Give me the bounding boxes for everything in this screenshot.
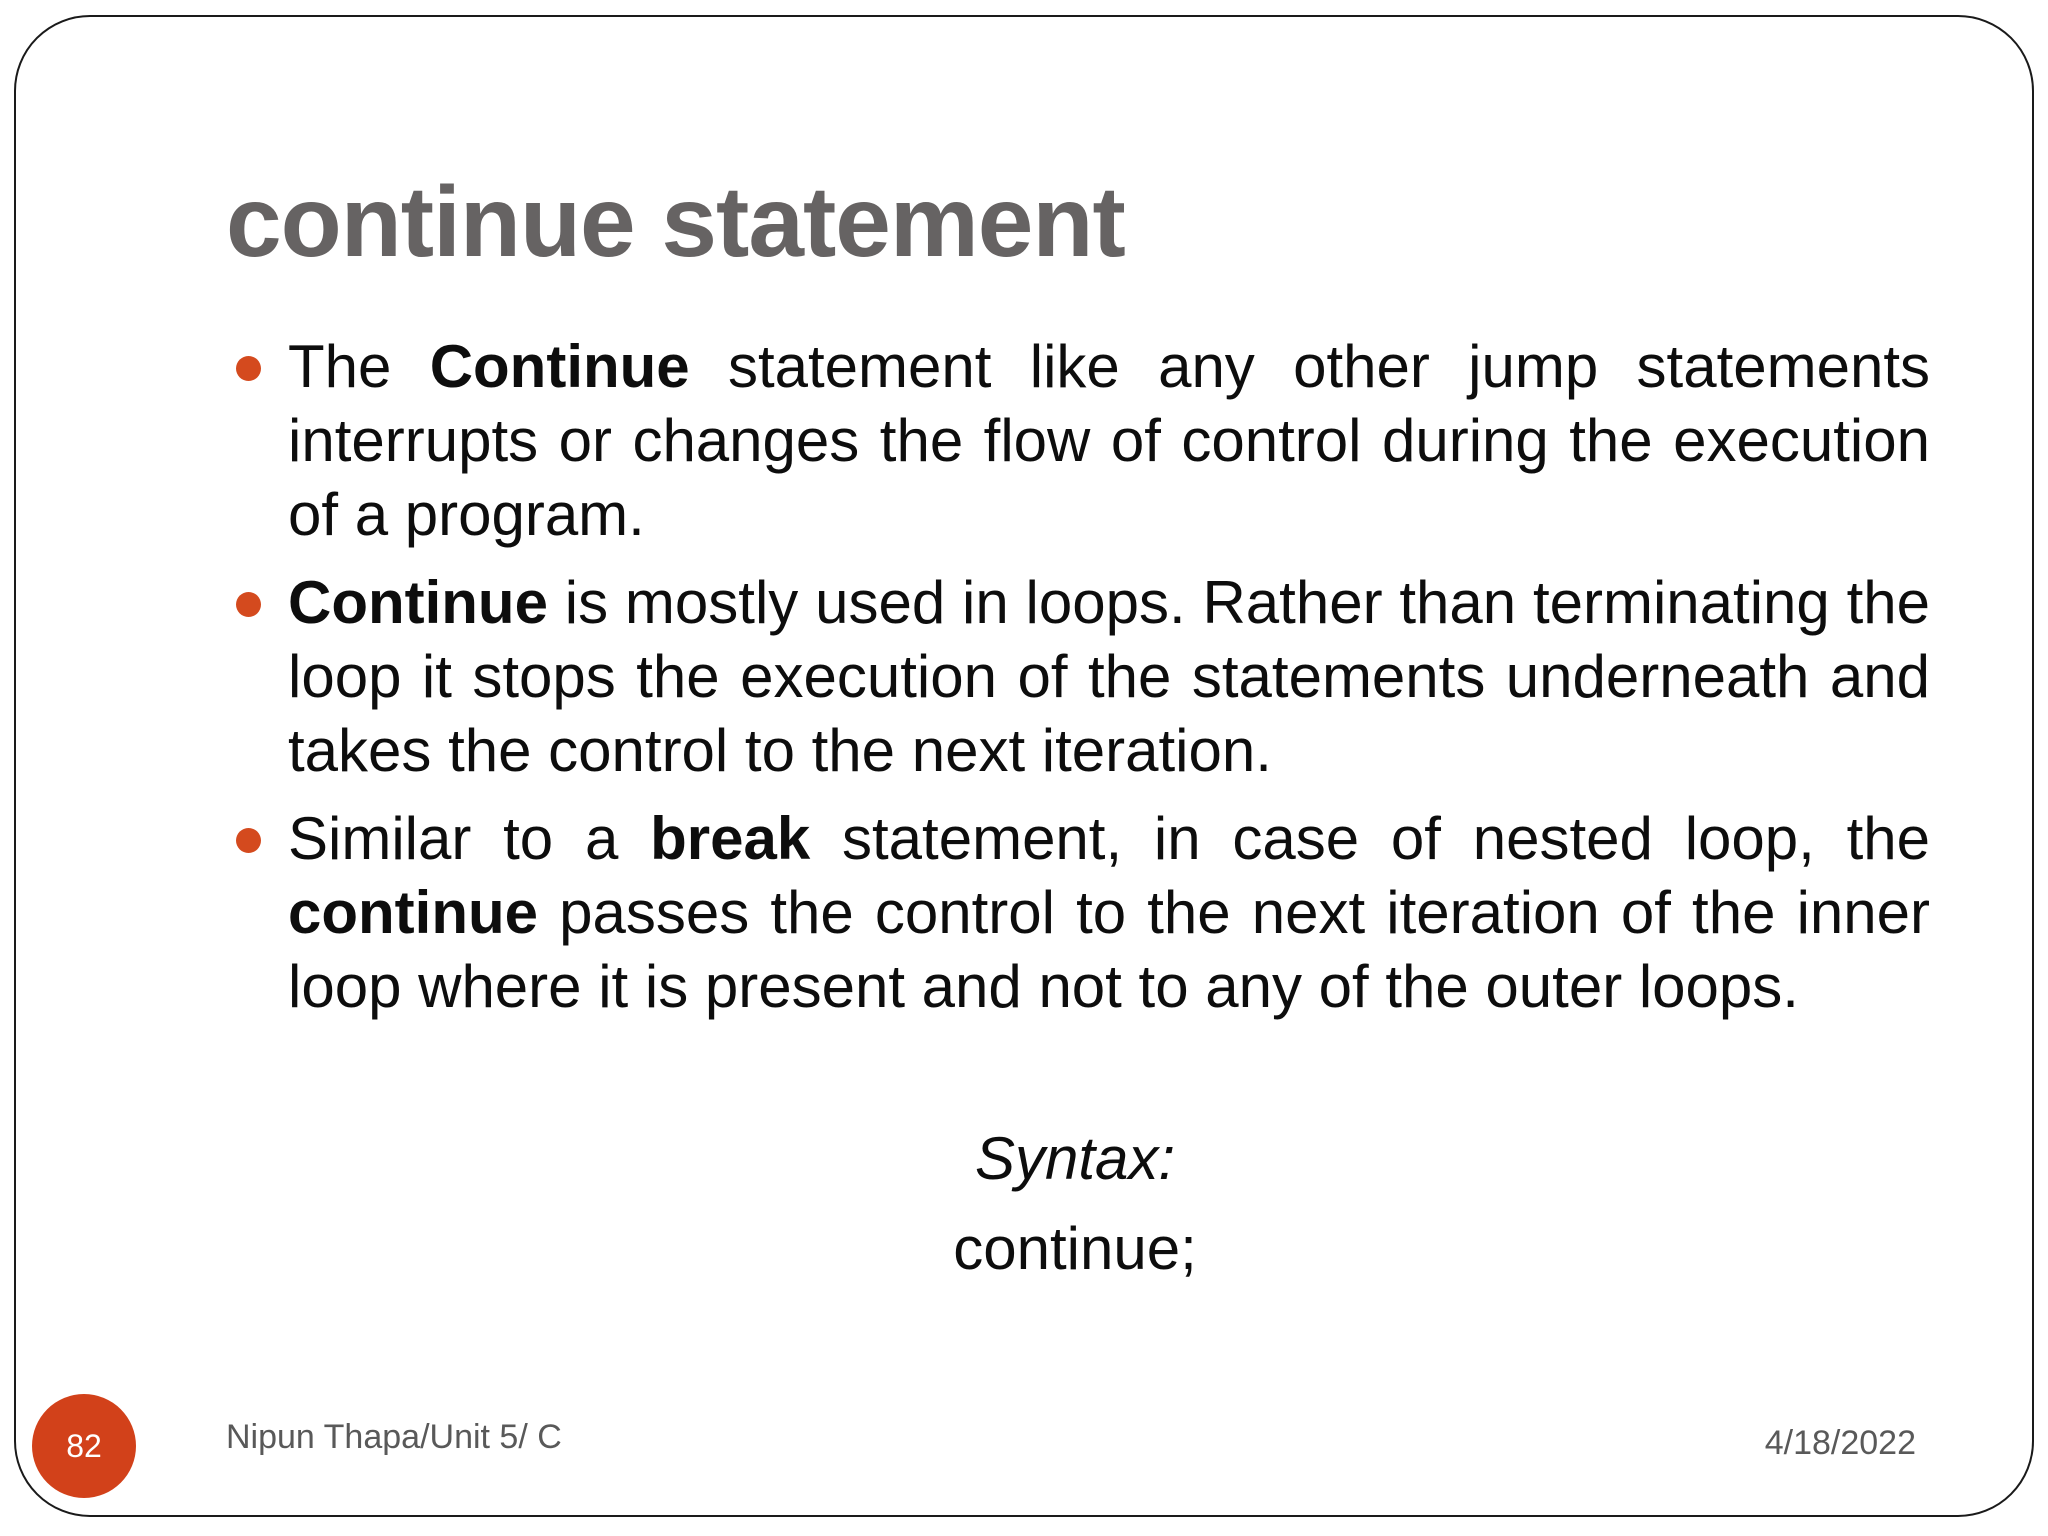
- slide-title: continue statement: [226, 166, 1125, 278]
- bullet-list: [236, 330, 1930, 1024]
- bullet-segment: statement like any other jump statements interrupts or changes the flow of control during the execution of a program.: [288, 333, 1931, 548]
- bullet-segment: is mostly used in loops. Rather than terminating the loop it stops the execution of the statements underneath and takes the control to the next iteration.: [288, 569, 1930, 784]
- bullet-dot-icon: [236, 828, 261, 853]
- bullet-item: [236, 802, 1930, 1024]
- bullet-segment: Similar to a: [288, 805, 651, 872]
- bullet-segment: statement, in case of nested loop, the: [810, 805, 1930, 872]
- bullet-dot-icon: [236, 356, 261, 381]
- bullet-item: [236, 566, 1930, 788]
- bullet-segment: The: [288, 333, 430, 400]
- bullet-item: [236, 330, 1930, 552]
- bullet-keyword: Continue: [429, 333, 690, 400]
- bullet-keyword: break: [650, 805, 811, 872]
- bullet-keyword: continue: [288, 879, 538, 946]
- bullet-text: [288, 569, 1930, 784]
- footer-author: Nipun Thapa/Unit 5/ C: [226, 1418, 562, 1456]
- bullet-segment: passes the control to the next iteration of the inner loop where it is present and not to any of the outer loops.: [288, 879, 1930, 1020]
- bullet-keyword: Continue: [288, 569, 548, 636]
- slide-number-badge: 82: [32, 1394, 136, 1498]
- bullet-text: [288, 333, 1930, 548]
- syntax-label: Syntax:: [974, 1125, 1176, 1192]
- footer-date: 4/18/2022: [1764, 1424, 1916, 1462]
- bullet-dot-icon: [236, 592, 261, 617]
- bullet-text: [288, 805, 1930, 1020]
- syntax-code: continue;: [953, 1215, 1197, 1282]
